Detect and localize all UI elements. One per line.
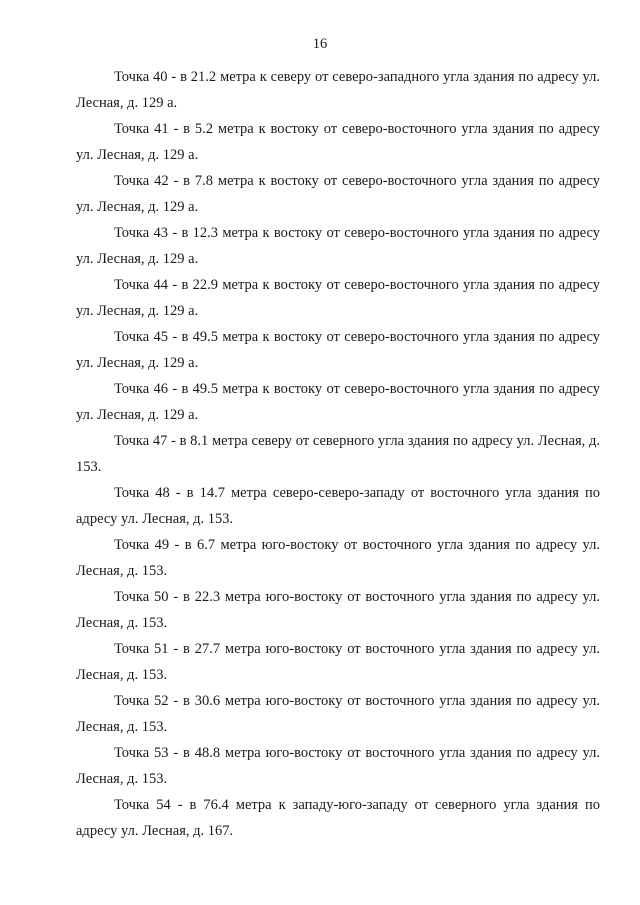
point-paragraph: Точка 47 - в 8.1 метра северу от северного угла здания по адресу ул. Лесная, д. 153.: [76, 433, 600, 475]
point-paragraph: Точка 48 - в 14.7 метра северо-северо-западу от восточного угла здания по адресу ул. Лесная, д. 153.: [76, 485, 600, 527]
point-paragraph: Точка 46 - в 49.5 метра к востоку от северо-восточного угла здания по адресу ул. Лесная, д. 129 а.: [76, 381, 600, 423]
point-paragraph: Точка 52 - в 30.6 метра юго-востоку от восточного угла здания по адресу ул. Лесная, д. 153.: [76, 693, 600, 735]
page-number: 16: [312, 36, 328, 52]
point-paragraph: Точка 54 - в 76.4 метра к западу-юго-западу от северного угла здания по адресу ул. Лесная, д. 167.: [76, 797, 600, 839]
point-paragraph: Точка 45 - в 49.5 метра к востоку от северо-восточного угла здания по адресу ул. Лесная, д. 129 а.: [76, 329, 600, 371]
point-paragraph: Точка 43 - в 12.3 метра к востоку от северо-восточного угла здания по адресу ул. Лесная, д. 129 а.: [76, 225, 600, 267]
point-paragraph: Точка 41 - в 5.2 метра к востоку от северо-восточного угла здания по адресу ул. Лесная, д. 129 а.: [76, 121, 600, 163]
point-paragraph: Точка 42 - в 7.8 метра к востоку от северо-восточного угла здания по адресу ул. Лесная, д. 129 а.: [76, 173, 600, 215]
point-paragraph: Точка 53 - в 48.8 метра юго-востоку от восточного угла здания по адресу ул. Лесная, д. 153.: [76, 745, 600, 787]
point-paragraph: Точка 50 - в 22.3 метра юго-востоку от восточного угла здания по адресу ул. Лесная, д. 153.: [76, 589, 600, 631]
point-paragraph: Точка 40 - в 21.2 метра к северу от северо-западного угла здания по адресу ул. Лесная, д. 129 а.: [76, 69, 600, 111]
point-paragraph: Точка 44 - в 22.9 метра к востоку от северо-восточного угла здания по адресу ул. Лесная, д. 129 а.: [76, 277, 600, 319]
point-paragraph: Точка 51 - в 27.7 метра юго-востоку от восточного угла здания по адресу ул. Лесная, д. 153.: [76, 641, 600, 683]
point-paragraph: Точка 49 - в 6.7 метра юго-востоку от восточного угла здания по адресу ул. Лесная, д. 153.: [76, 537, 600, 579]
document-body: [76, 64, 600, 844]
